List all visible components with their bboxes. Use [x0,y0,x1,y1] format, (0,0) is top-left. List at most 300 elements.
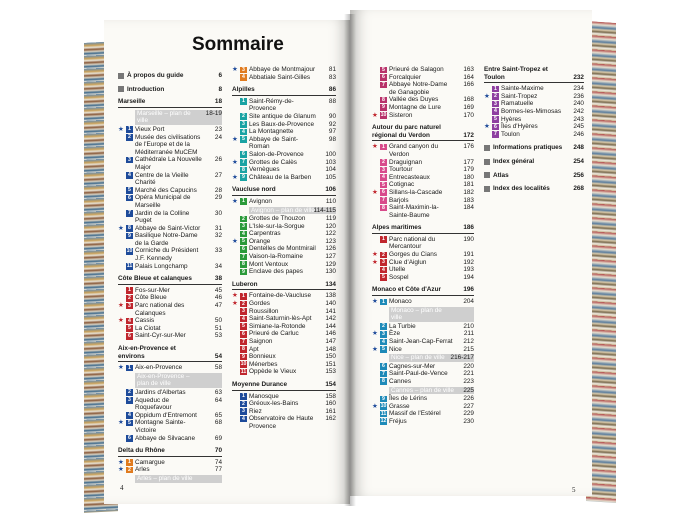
entry-label: Roussillon [249,307,279,315]
section-page: 232 [573,73,584,81]
entry-page: 236 [573,92,584,100]
entry-page: 126 [325,245,336,253]
star-icon: ★ [484,92,490,100]
entry-number-badge: 4 [126,318,133,325]
toc-entry[interactable] [118,332,222,340]
toc-entry[interactable] [232,245,336,253]
entry-page: 191 [463,251,474,259]
toc-entry[interactable] [372,81,474,96]
entry-number-badge: 5 [240,136,247,143]
toc-entry[interactable] [232,159,336,167]
entry-label: Gordes [249,300,270,308]
star-icon: ★ [232,197,238,205]
section-heading[interactable] [118,447,222,457]
toc-entry[interactable] [372,370,474,378]
entry-label: Abbaye de Saint-Victor [135,224,201,232]
section-heading[interactable] [232,381,336,391]
toc-entry[interactable] [232,74,336,82]
toc-entry[interactable] [118,419,222,434]
city-map-entry[interactable] [249,207,336,215]
toc-entry[interactable] [232,400,336,408]
toc-entry[interactable] [118,210,222,225]
toc-entry[interactable] [372,274,474,282]
entry-number-badge: 6 [492,124,499,131]
entry-label: Prieuré de Carluc [249,330,299,338]
section-heading[interactable] [372,124,474,141]
toc-entry[interactable] [232,223,336,231]
entry-page: 6 [218,72,222,79]
toc-entry[interactable] [232,238,336,246]
star-icon: ★ [484,123,490,131]
entry-page: 230 [463,417,474,425]
toc-entry[interactable] [372,159,474,167]
toc-entry[interactable] [232,308,336,316]
entry-number-badge: 8 [240,261,247,268]
toc-entry[interactable] [118,294,222,302]
entry-label: Jardin de la Colline Puget [135,209,190,225]
entry-label: Bonnieux [249,353,276,361]
toc-column-3 [372,66,474,426]
entry-number-badge: 11 [126,263,133,270]
entry-label: Saint-Saturnin-lès-Apt [249,315,312,323]
entry-number-badge: 7 [380,371,387,378]
entry-label: Basilique Notre-Dame de la Garde [135,232,198,247]
section-label: Alpes maritimes [372,224,422,232]
toc-entry-main[interactable] [118,86,222,94]
entry-label: Îles de Lérins [389,395,428,403]
toc-entry[interactable] [232,330,336,338]
section-label: Côte Bleue et calanques [118,275,192,283]
entry-number-badge: 7 [240,159,247,166]
toc-column-4 [484,66,584,193]
toc-entry[interactable] [372,236,474,251]
entry-label: Saint-Paul-de-Vence [389,370,448,378]
entry-number-badge: 11 [240,368,247,375]
entry-page: 166 [463,81,474,89]
entry-page: 64 [214,396,222,404]
entry-number-badge: 4 [126,172,133,179]
entry-number-badge: 1 [240,98,247,105]
entry-number-badge: 7 [240,339,247,346]
entry-number-badge: 6 [126,195,133,202]
entry-page: 33 [214,247,222,255]
toc-entry[interactable] [232,300,336,308]
entry-label: Aqueduc de Roquefavour [135,396,172,412]
toc-entry-main[interactable] [484,172,584,180]
entry-label: Avignon – plan de ville [251,206,315,214]
section-label: Entre Saint-Tropez et Toulon [484,66,548,81]
entry-page: 46 [214,294,222,302]
entry-label: Parc national du Mercantour [389,235,436,251]
entry-number-badge: 2 [126,389,133,396]
entry-label: Cagnes-sur-Mer [389,362,436,370]
entry-page: 47 [214,302,222,310]
section-label: Monaco et Côte d'Azur [372,286,441,294]
entry-label: Toulon [501,130,520,138]
entry-page: 168 [463,96,474,104]
entry-number-badge: 8 [240,167,247,174]
entry-number-badge: 11 [380,410,387,417]
toc-entry[interactable] [118,263,222,271]
entry-label: Marseille – plan de ville [137,109,191,125]
city-map-entry[interactable] [135,373,222,388]
toc-entry[interactable] [484,131,584,139]
section-page: 38 [214,275,222,283]
entry-label: Cannes [389,377,412,385]
entry-page: 184 [463,204,474,212]
toc-entry[interactable] [118,225,222,233]
toc-entry[interactable] [232,174,336,182]
entry-page: 103 [325,158,336,166]
entry-page: 147 [325,338,336,345]
section-heading[interactable] [232,281,336,291]
toc-entry-main[interactable] [484,158,584,166]
section-heading[interactable] [484,66,584,83]
entry-number-badge: 4 [380,339,387,346]
city-map-entry[interactable] [389,307,474,322]
entry-label: Cannes – plan de ville [391,386,454,394]
toc-entry[interactable] [118,232,222,247]
star-icon: ★ [372,188,378,196]
star-icon: ★ [232,173,238,181]
toc-entry[interactable] [118,389,222,397]
entry-page: 130 [325,268,336,276]
entry-number-badge: 2 [492,93,499,100]
entry-number-badge: 5 [126,187,133,194]
star-icon: ★ [118,317,124,325]
star-icon: ★ [232,292,238,300]
toc-entry[interactable] [118,302,222,317]
entry-label: Index général [493,157,535,165]
toc-entry[interactable] [118,364,222,372]
toc-entry[interactable] [118,317,222,325]
toc-entry[interactable] [232,151,336,159]
entry-page: 31 [214,224,222,232]
entry-label: Carpentras [249,230,281,238]
entry-number-badge: 6 [240,246,247,253]
section-label: Luberon [232,280,258,288]
toc-entry[interactable] [118,397,222,412]
entry-number-badge: 2 [240,216,247,223]
entry-number-badge: 6 [380,363,387,370]
toc-entry[interactable] [232,253,336,261]
entry-page: 243 [573,115,584,123]
entry-page: 248 [573,144,584,152]
entry-page: 246 [573,130,584,138]
city-map-entry[interactable] [389,354,474,362]
toc-entry[interactable] [372,204,474,219]
entry-label: Cathédrale La Nouvelle Major [135,156,202,171]
toc-entry[interactable] [372,189,474,197]
entry-label: Gréoux-les-Bains [249,400,299,408]
toc-entry[interactable] [232,230,336,238]
section-page: 154 [325,380,336,388]
toc-entry[interactable] [372,378,474,386]
entry-label: Riez [249,407,262,415]
toc-entry[interactable] [118,134,222,157]
entry-page: 100 [325,150,336,158]
entry-page: 142 [325,315,336,323]
toc-entry[interactable] [118,187,222,195]
entry-page: 27 [214,171,222,179]
toc-entry[interactable] [372,338,474,346]
toc-entry[interactable] [372,410,474,418]
toc-entry[interactable] [484,93,584,101]
toc-entry[interactable] [118,412,222,420]
entry-page: 53 [214,332,222,340]
toc-entry[interactable] [232,393,336,401]
star-icon: ★ [372,345,378,353]
entry-label: Cotignac [389,181,415,189]
entry-number-badge: 8 [380,205,387,212]
toc-entry[interactable] [118,194,222,209]
page-number-right: 5 [572,486,576,494]
entry-number-badge: 2 [240,113,247,120]
entry-page: 23 [214,125,222,133]
entry-label: Manosque [249,392,279,400]
toc-entry-main[interactable] [118,72,222,80]
entry-number-badge: 4 [240,316,247,323]
entry-label: Vieux Port [135,125,165,133]
toc-entry[interactable] [232,415,336,430]
entry-number-badge: 4 [240,231,247,238]
entry-page: 227 [463,402,474,410]
entry-page: 150 [325,353,336,361]
entry-number-badge: 2 [240,301,247,308]
entry-page: 98 [328,135,336,143]
toc-entry[interactable] [372,403,474,411]
toc-entry[interactable] [372,74,474,82]
entry-page: 28 [214,186,222,194]
entry-label: Arles [135,466,150,474]
entry-label: Ramatuelle [501,100,534,108]
toc-entry[interactable] [372,418,474,426]
square-marker-icon [484,159,490,165]
toc-entry[interactable] [232,215,336,223]
entry-label: Aix-en-Provence – plan de ville [137,372,190,388]
toc-entry[interactable] [232,128,336,136]
entry-number-badge: 12 [380,418,387,425]
entry-label: Fos-sur-Mer [135,286,170,294]
entry-label: Hyères [501,115,522,123]
toc-entry[interactable] [232,408,336,416]
star-icon: ★ [372,111,378,119]
page-number-left: 4 [120,484,124,492]
square-marker-icon [484,186,490,192]
entry-page: 183 [463,196,474,204]
entry-page: 221 [463,370,474,378]
entry-label: Corniche du Président J.F. Kennedy [135,247,199,263]
entry-page: 141 [325,307,336,315]
entry-label: Tourtour [389,166,413,174]
toc-entry[interactable] [118,435,222,443]
toc-entry[interactable] [118,126,222,134]
toc-entry[interactable] [372,395,474,403]
entry-page: 212 [463,338,474,345]
toc-entry[interactable] [372,251,474,259]
toc-entry[interactable] [232,66,336,74]
entry-number-badge: 4 [240,416,247,423]
entry-label: Informations pratiques [493,144,563,152]
toc-entry[interactable] [484,123,584,131]
entry-number-badge: 1 [126,287,133,294]
section-heading[interactable] [118,275,222,285]
entry-label: Saint-Cyr-sur-Mer [135,332,186,340]
entry-page: 77 [214,466,222,474]
entry-page: 226 [463,395,474,403]
toc-entry[interactable] [232,166,336,174]
toc-entry[interactable] [232,353,336,361]
entry-page: 268 [573,185,584,193]
toc-entry[interactable] [372,346,474,354]
toc-entry[interactable] [372,181,474,189]
entry-page: 153 [325,368,336,376]
entry-label: Oppède le Vieux [249,368,297,376]
entry-page: 119 [325,215,336,223]
entry-page: 32 [214,232,222,240]
section-label: Marseille [118,98,146,106]
entry-label: Saignon [249,338,273,345]
entry-label: Atlas [493,171,509,179]
toc-entry[interactable] [232,292,336,300]
toc-entry[interactable] [372,143,474,158]
entry-page: 193 [463,266,474,274]
toc-entry[interactable] [232,361,336,369]
toc-entry[interactable] [118,156,222,171]
toc-entry[interactable] [484,85,584,93]
toc-entry[interactable] [232,98,336,113]
entry-number-badge: 6 [380,189,387,196]
entry-number-badge: 10 [380,112,387,119]
toc-entry-main[interactable] [484,144,584,152]
entry-label: Gorges du Cians [389,251,437,259]
city-map-entry[interactable] [135,475,222,483]
toc-entry[interactable] [372,197,474,205]
toc-entry[interactable] [232,113,336,121]
section-heading[interactable] [372,286,474,296]
section-label: Vaucluse nord [232,186,276,194]
entry-number-badge: 3 [240,223,247,230]
toc-entry[interactable] [232,261,336,269]
entry-number-badge: 1 [380,144,387,151]
toc-entry[interactable] [118,325,222,333]
entry-number-badge: 9 [240,354,247,361]
toc-entry[interactable] [118,459,222,467]
toc-entry[interactable] [232,368,336,376]
entry-page: 146 [325,330,336,338]
entry-label: Entrecasteaux [389,173,430,181]
toc-entry[interactable] [484,108,584,116]
entry-label: Abbaye de Silvacane [135,434,196,442]
toc-entry[interactable] [372,266,474,274]
toc-entry[interactable] [232,121,336,129]
entry-label: Abbaye de Saint-Roman [249,135,299,151]
section-label: Delta du Rhône [118,447,165,455]
entry-label: L'Isle-sur-la-Sorgue [249,222,305,230]
entry-label: Saint-Rémy-de-Provence [249,97,294,113]
toc-entry[interactable] [118,466,222,474]
entry-page: 225 [463,386,474,394]
section-heading[interactable] [118,345,222,362]
toc-entry[interactable] [372,323,474,331]
entry-label: Index des localités [493,185,550,193]
entry-page: 256 [573,171,584,179]
entry-label: Draguignan [389,158,423,166]
toc-entry[interactable] [118,172,222,187]
city-map-entry[interactable] [135,110,222,125]
toc-entry[interactable] [372,96,474,104]
entry-number-badge: 4 [126,412,133,419]
city-map-entry[interactable] [389,387,474,395]
entry-number-badge: 5 [492,116,499,123]
toc-entry[interactable] [232,268,336,276]
entry-label: Musée des civilisations de l'Europe et de la Méditerranée MuCEM [135,133,201,156]
entry-number-badge: 1 [240,198,247,205]
entry-number-badge: 3 [126,157,133,164]
star-icon: ★ [118,458,124,466]
entry-page: 254 [573,157,584,165]
entry-number-badge: 8 [126,225,133,232]
toc-entry[interactable] [484,100,584,108]
entry-label: Aix-en-Provence [135,364,183,372]
toc-entry[interactable] [232,315,336,323]
toc-entry[interactable] [372,104,474,112]
toc-entry[interactable] [372,66,474,74]
entry-label: Centre de la Vieille Charité [135,171,189,187]
toc-entry[interactable] [372,174,474,182]
toc-entry[interactable] [232,323,336,331]
section-heading[interactable] [232,86,336,96]
section-page: 18 [214,98,222,106]
entry-number-badge: 6 [240,151,247,158]
toc-entry[interactable] [232,338,336,346]
toc-entry[interactable] [372,259,474,267]
toc-entry-main[interactable] [484,185,584,193]
entry-page: 180 [463,173,474,181]
section-heading[interactable] [118,98,222,108]
toc-entry[interactable] [232,198,336,206]
entry-page: 65 [214,411,222,419]
entry-number-badge: 6 [240,331,247,338]
toc-entry[interactable] [372,363,474,371]
section-heading[interactable] [232,186,336,196]
toc-entry[interactable] [372,298,474,306]
entry-label: Opéra Municipal de Marseille [135,194,191,209]
section-label: Autour du parc naturel régional du Verdon [372,124,441,139]
toc-entry[interactable] [118,247,222,262]
entry-label: Montagne Sainte-Victoire [135,419,186,434]
toc-entry[interactable] [232,136,336,151]
toc-entry[interactable] [232,346,336,354]
section-heading[interactable] [372,224,474,234]
entry-number-badge: 1 [240,293,247,300]
toc-entry[interactable] [372,166,474,174]
page-title: Sommaire [192,34,284,55]
entry-number-badge: 1 [380,299,387,306]
entry-label: Forcalquier [389,73,421,81]
toc-entry[interactable] [372,112,474,120]
section-page: 70 [214,447,222,455]
entry-page: 229 [463,410,474,418]
entry-page: 179 [463,166,474,174]
toc-entry[interactable] [372,330,474,338]
toc-entry[interactable] [118,287,222,295]
entry-label: Saint-Tropez [501,92,538,100]
entry-page: 45 [214,286,222,294]
entry-page: 122 [325,230,336,238]
entry-page: 123 [325,237,336,245]
entry-number-badge: 4 [240,74,247,81]
